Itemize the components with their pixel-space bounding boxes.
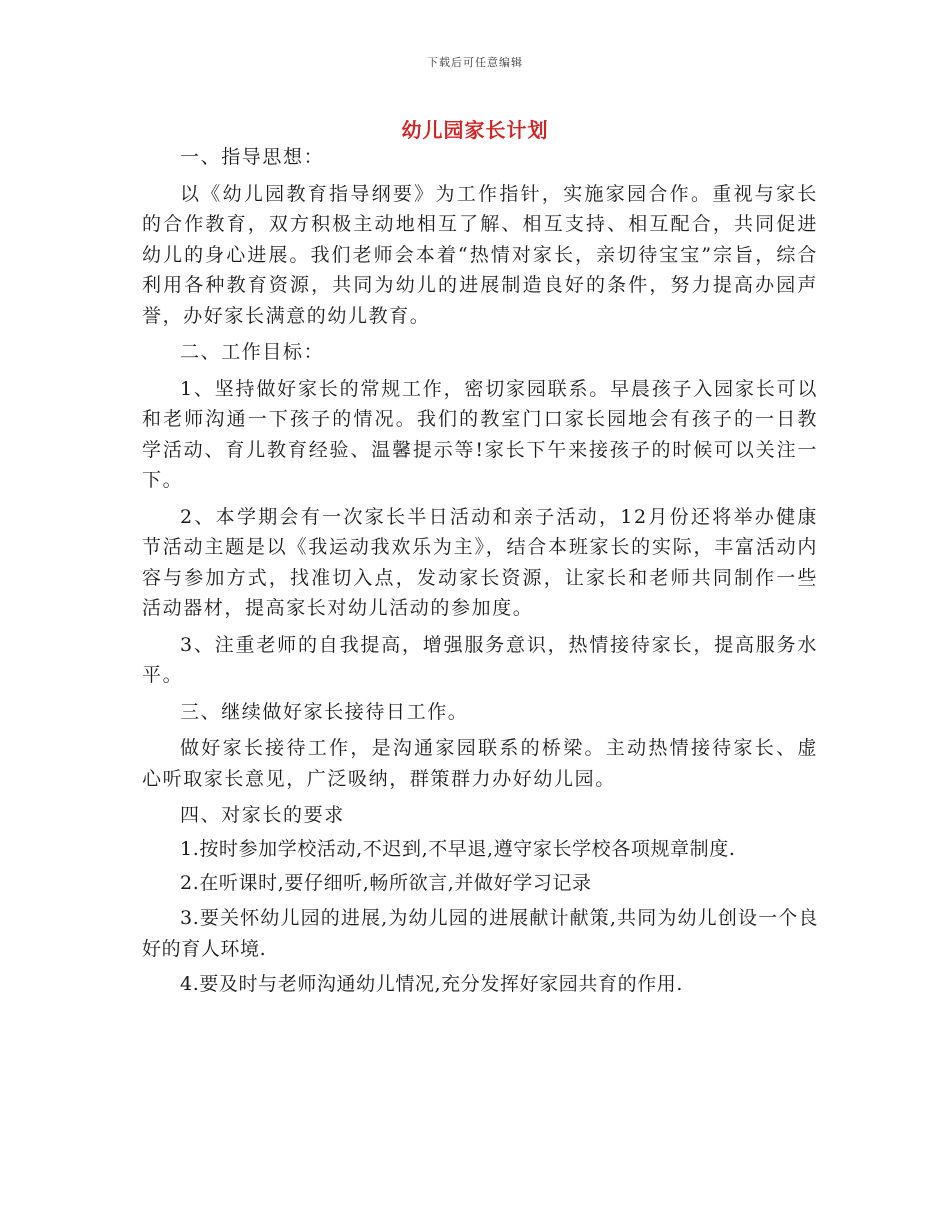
- requirement-item-4: 4.要及时与老师沟通幼儿情况,充分发挥好家园共育的作用.: [180, 972, 684, 995]
- section-heading-1: 一、指导思想：: [180, 146, 325, 168]
- paragraph-goal-1: 1、坚持做好家长的常规工作，密切家园联系。早晨孩子入园家长可以和老师沟通一下孩子的情况。我们的教室门口家长园地会有孩子的一日教学活动、育儿教育经验、温馨提示等!家长下午来接孩子的时候可以关注一下。: [142, 377, 818, 491]
- paragraph-goal-3: 3、注重老师的自我提高，增强服务意识，热情接待家长，提高服务水平。: [142, 633, 818, 686]
- document-title: 幼儿园家长计划: [401, 118, 549, 142]
- document-body: [142, 140, 818, 1000]
- paragraph-reception: 做好家长接待工作，是沟通家园联系的桥梁。主动热情接待家长、虚心听取家长意见，广泛吸纳，群策群力办好幼儿园。: [142, 737, 818, 790]
- requirement-item-3: 3.要关怀幼儿园的进展,为幼儿园的进展献计献策,共同为幼儿创设一个良好的育人环境.: [142, 906, 818, 960]
- section-heading-4: 四、对家长的要求: [180, 804, 345, 826]
- header-note: 下载后可任意编辑: [427, 56, 523, 69]
- paragraph-guiding-idea: 以《幼儿园教育指导纲要》为工作指针，实施家园合作。重视与家长的合作教育，双方积极主动地相互了解、相互支持、相互配合，共同促进幼儿的身心进展。我们老师会本着“热情对家长，亲切待宝宝”宗旨，综合利用各种教育资源，共同为幼儿的进展制造良好的条件，努力提高办园声誉，办好家长满意的幼儿教育。: [142, 182, 818, 327]
- requirement-item-2: 2.在听课时,要仔细听,畅所欲言,并做好学习记录: [180, 872, 592, 894]
- section-heading-3: 三、继续做好家长接待日工作。: [180, 700, 469, 723]
- requirement-item-1: 1.按时参加学校活动,不迟到,不早退,遵守家长学校各项规章制度.: [180, 837, 736, 860]
- paragraph-goal-2: 2、本学期会有一次家长半日活动和亲子活动，12月份还将举办健康节活动主题是以《我运动我欢乐为主》，结合本班家长的实际，丰富活动内容与参加方式，找准切入点，发动家长资源，让家长和老师共同制作一些活动器材，提高家长对幼儿活动的参加度。: [142, 505, 818, 619]
- section-heading-2: 二、工作目标：: [180, 341, 325, 363]
